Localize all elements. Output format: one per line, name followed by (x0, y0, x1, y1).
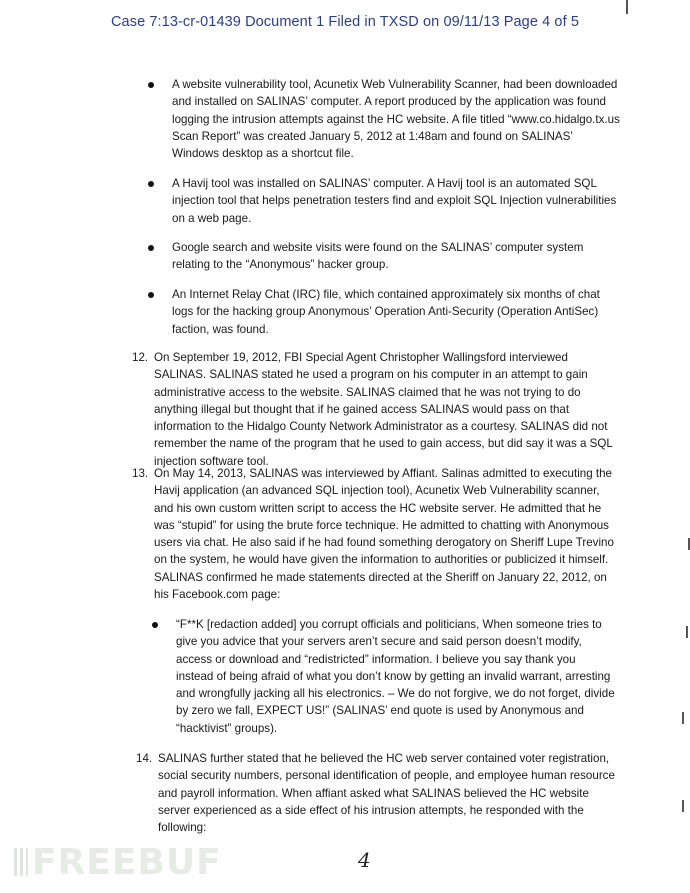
paragraph-text: On May 14, 2013, SALINAS was interviewed by Affiant. Salinas admitted to executing the Havij application (an advanced SQL injection tool), Acunetix Web Vulnerability scanner, and his own custom written script to access the HC website server. He admitted that he was “stupid” for using the brute force technique. He admitted to chatting with Anonymous users via chat. He also said if he had found something derogatory on Sheriff Lupe Trevino on the system, he would have given the information to authorities or publicized it himself. SALINAS confirmed he made statements directed at the Sheriff on January 22, 2012, on his Facebook.com page: (154, 467, 614, 602)
page-number: 4 (358, 848, 371, 872)
margin-mark (682, 800, 684, 812)
watermark-logo (14, 842, 222, 883)
bullet-dot (148, 292, 154, 298)
paragraph-14 (136, 750, 623, 836)
bullet-text: A website vulnerability tool, Acunetix Web Vulnerability Scanner, had been downloaded and installed on SALINAS’ computer. A report produced by the application was found logging the intrusion attempts against the HC website. A file titled “www.co.hidalgo.tx.us Scan Report” was created January 5, 2012 at 1:48am and found on SALINAS’ Windows desktop as a shortcut file. (172, 78, 620, 161)
bullet-text: An Internet Relay Chat (IRC) file, which contained approximately six months of chat logs for the hacking group Anonymous’ Operation Anti-Security (Operation AntiSec) faction, was found. (172, 288, 600, 336)
margin-mark (686, 626, 688, 638)
bullet-text: “F**K [redaction added] you corrupt officials and politicians, When someone tries to give you advice that your servers aren’t secure and said person doesn’t modify, access or download and “redistricted” information. I believe you say thank you instead of being afraid of what you don’t know by getting an invalid warrant, arresting and wrongfully jacking all his electronics. – We do not forgive, we do not forget, divide by zero we fall, EXPECT US!” (SALINAS’ end quote is used by Anonymous and “hacktivist” groups). (176, 618, 615, 735)
bullet-google (172, 239, 622, 274)
bullet-text: A Havij tool was installed on SALINAS’ computer. A Havij tool is an automated SQL injection tool that helps penetration testers find and exploit SQL Injection vulnerabilities on a web page. (172, 177, 617, 225)
case-header: Case 7:13-cr-01439 Document 1 Filed in TXSD on 09/11/13 Page 4 of 5 (110, 14, 580, 30)
paragraph-13 (132, 465, 619, 603)
bullet-dot (148, 181, 154, 187)
bullet-dot (148, 245, 154, 251)
paragraph-text: On September 19, 2012, FBI Special Agent Christopher Wallingsford interviewed SALINAS. SALINAS stated he used a program on his computer in an attempt to gain administrative access to the website. SALINAS claimed that he was not trying to do anything illegal but thought that if he gained access SALINAS would pass on that information to the Hidalgo County Network Administrator as a courtesy. SALINAS did not remember the name of the program that he used to gain access, but did say it was a SQL injection software tool. (154, 351, 613, 468)
margin-mark (682, 712, 684, 724)
margin-mark (688, 538, 690, 550)
bullet-dot (148, 82, 154, 88)
bullet-acunetix (172, 76, 622, 162)
watermark-text: FREEBUF (32, 842, 222, 883)
paragraph-text: SALINAS further stated that he believed the HC web server contained voter registration, social security numbers, personal identification of people, and employee human resource and payroll information. When affiant asked what SALINAS believed the HC website server experienced as a side effect of his intrusion attempts, he responded with the following: (158, 752, 615, 835)
bullet-text: Google search and website visits were found on the SALINAS’ computer system relating to the “Anonymous” hacker group. (172, 241, 584, 272)
margin-mark (626, 0, 628, 14)
paragraph-12 (132, 349, 619, 470)
bullet-irc (172, 286, 622, 338)
paragraph-number: 14. (136, 752, 153, 765)
bullet-havij (172, 175, 622, 227)
bullet-dot (152, 622, 158, 628)
paragraph-number: 13. (132, 467, 149, 480)
watermark-bars-icon (14, 848, 28, 876)
bullet-quote (176, 616, 616, 737)
paragraph-number: 12. (132, 351, 149, 364)
